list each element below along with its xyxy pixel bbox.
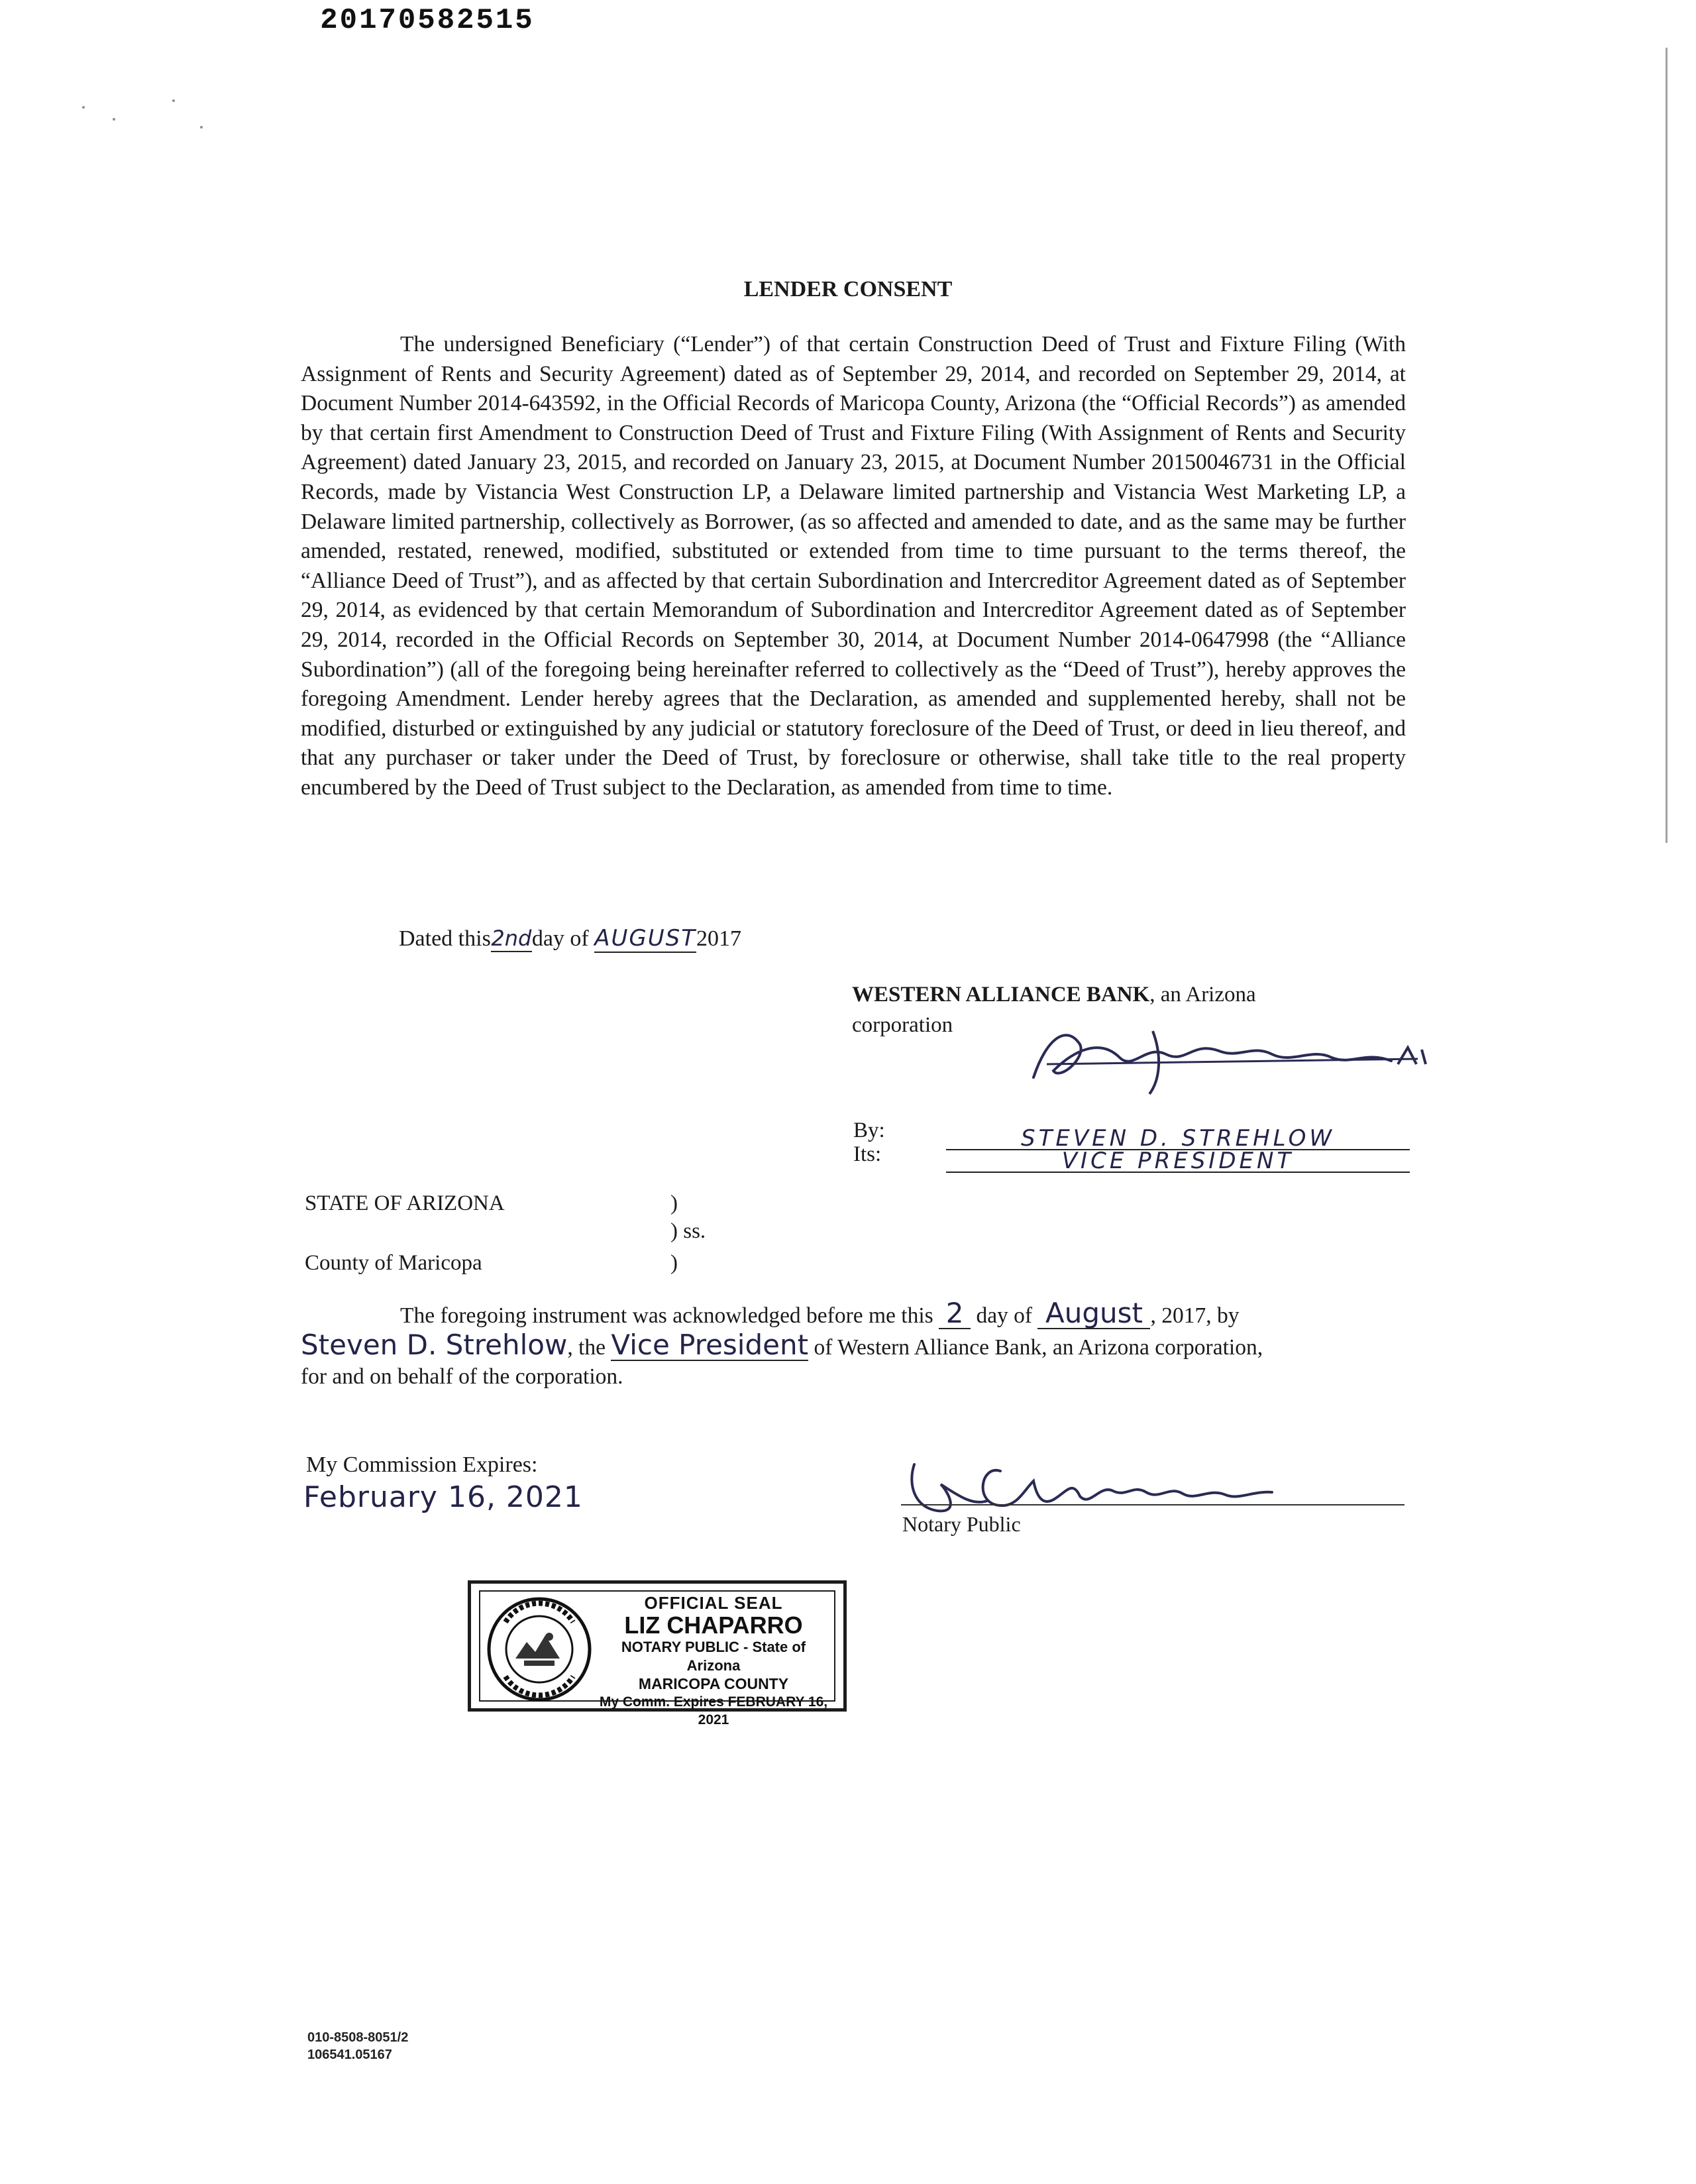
venue-county: County of Maricopa <box>305 1251 482 1275</box>
commission-expiry-handwritten: February 16, 2021 <box>303 1480 583 1514</box>
seal-inner-border <box>479 1590 835 1727</box>
seal-expiry: My Comm. Expires FEBRUARY 16, 2021 <box>599 1694 828 1727</box>
scan-speck <box>172 99 175 102</box>
notary-public-label: Notary Public <box>902 1512 1021 1536</box>
dated-year: 2017 <box>696 926 741 951</box>
seal-county: MARICOPA COUNTY <box>638 1675 789 1692</box>
scan-edge-line <box>1666 48 1668 843</box>
acknowledgment-paragraph <box>301 1299 1406 1392</box>
its-title-handwritten: VICE PRESIDENT <box>946 1148 1410 1173</box>
arizona-state-seal-icon <box>486 1596 593 1703</box>
scan-speck <box>200 126 203 129</box>
seal-notary-name: LIZ CHAPARRO <box>624 1611 803 1639</box>
dated-month-handwritten: AUGUST <box>594 925 696 952</box>
venue-ss: ) ss. <box>670 1219 706 1243</box>
ack-line-3: for and on behalf of the corporation. <box>301 1364 623 1389</box>
bank-suffix: , an Arizona <box>1149 983 1256 1007</box>
footer-reference <box>307 2029 408 2063</box>
recording-number: 20170582515 <box>320 4 535 37</box>
bank-line2: corporation <box>852 1013 953 1037</box>
ack-text-1b: day of <box>976 1303 1033 1328</box>
ack-name-handwritten: Steven D. Strehlow <box>301 1329 568 1361</box>
bank-officer-signature <box>1020 1018 1444 1097</box>
commission-label: My Commission Expires: <box>306 1452 538 1477</box>
ack-line-2 <box>301 1331 1406 1362</box>
footer-line-1: 010-8508-8051/2 <box>307 2030 409 2045</box>
ack-text-2b: of Western Alliance Bank, an Arizona corporation, <box>814 1335 1263 1360</box>
ack-text-2a: , the <box>567 1335 606 1360</box>
ack-month-handwritten: August <box>1037 1299 1150 1329</box>
official-notary-seal <box>468 1580 847 1727</box>
dated-middle: day of <box>531 926 589 951</box>
seal-text-block <box>597 1593 830 1729</box>
venue-paren-top: ) <box>670 1191 678 1215</box>
ack-line-1 <box>301 1299 1406 1331</box>
ack-day-handwritten: 2 <box>939 1299 971 1329</box>
notary-signature-line <box>901 1504 1404 1505</box>
dated-line <box>399 925 741 953</box>
dated-day-handwritten: 2nd <box>491 926 532 951</box>
venue-state: STATE OF ARIZONA <box>305 1191 505 1215</box>
its-label: Its: <box>853 1142 882 1166</box>
ack-text-1a: The foregoing instrument was acknowledged before me this <box>400 1303 933 1328</box>
document-title: LENDER CONSENT <box>743 277 953 301</box>
scan-speck <box>82 106 85 109</box>
dated-prefix: Dated this <box>399 926 491 951</box>
seal-heading: OFFICIAL SEAL <box>644 1593 783 1613</box>
scan-speck <box>113 118 115 121</box>
venue-paren-bottom: ) <box>670 1251 678 1275</box>
bank-name: WESTERN ALLIANCE BANK <box>852 983 1150 1007</box>
ack-text-1c: , 2017, by <box>1150 1303 1240 1328</box>
by-label: By: <box>853 1119 885 1142</box>
seal-notary-state: NOTARY PUBLIC - State of Arizona <box>621 1639 806 1674</box>
by-printed-name: STEVEN D. STREHLOW <box>946 1125 1410 1150</box>
footer-line-2: 106541.05167 <box>307 2048 392 2062</box>
consent-body-paragraph: The undersigned Beneficiary (“Lender”) of that certain Construction Deed of Trust and Fixture Filing (With Assignment of Rents and Security Agreement) dated as of September 29, 2014, and recorded on September 29, 2014, at Document Number 2014-643592, in the Official Records of Maricopa County, Arizona (the “Official Records”) as amended by that certain first Amendment to Construction Deed of Trust and Fixture Filing (With Assignment of Rents and Security Agreement) dated January 23, 2015, and recorded on January 23, 2015, at Document Number 20150046731 in the Official Records, made by Vistancia West Construction LP, a Delaware limited partnership and Vistancia West Marketing LP, a Delaware limited partnership, collectively as Borrower, (as so affected and amended to date, and as the same may be further amended, restated, renewed, modified, substituted or extended from time to time pursuant to the terms thereof, the “Alliance Deed of Trust”), and as affected by that certain Subordination and Intercreditor Agreement dated as of September 29, 2014, as evidenced by that certain Memorandum of Subordination and Intercreditor Agreement dated as of September 29, 2014, recorded in the Official Records on September 30, 2014, at Document Number 2014-0647998 (the “Alliance Subordination”) (all of the foregoing being hereinafter referred to collectively as the “Deed of Trust”), hereby approves the foregoing Amendment. Lender hereby agrees that the Declaration, as amended and supplemented hereby, shall not be modified, disturbed or extinguished by any judicial or statutory foreclosure of the Deed of Trust, or deed in lieu thereof, and that any purchaser or taker under the Deed of Trust, by foreclosure or otherwise, shall take title to the real property encumbered by the Deed of Trust subject to the Declaration, as amended from time to time. <box>301 332 1406 800</box>
ack-title-handwritten: Vice President <box>611 1329 809 1361</box>
